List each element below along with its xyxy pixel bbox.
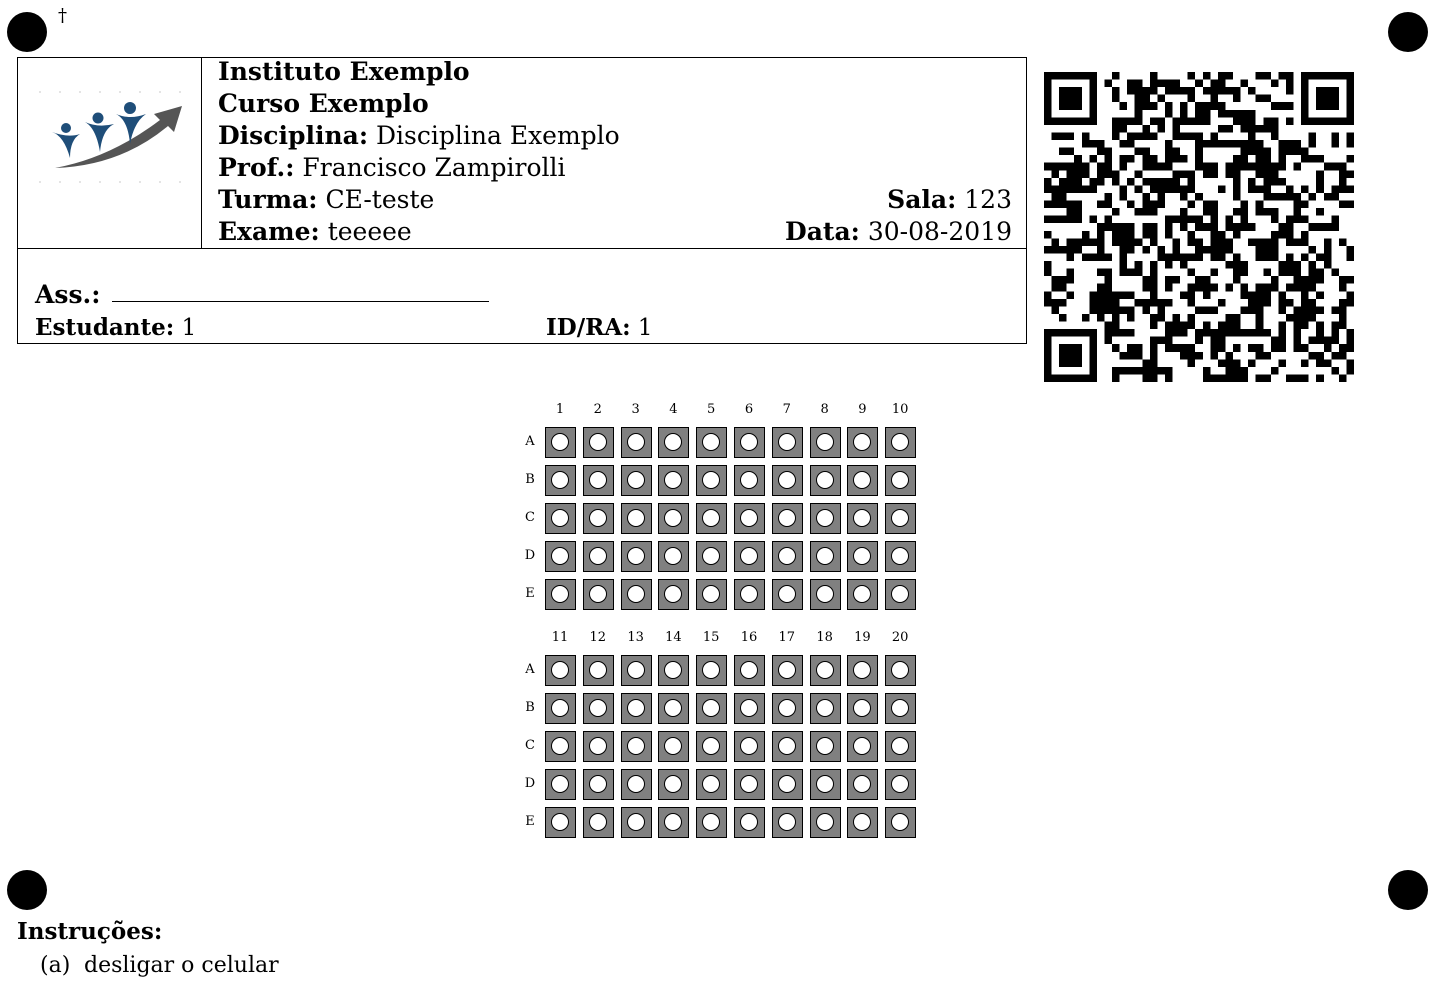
- answer-bubble[interactable]: [847, 693, 878, 724]
- bubble-circle: [891, 699, 909, 717]
- header-divider: [18, 248, 1026, 249]
- answer-bubble[interactable]: [545, 655, 576, 686]
- question-number: 13: [627, 630, 644, 645]
- bubble-circle: [589, 661, 607, 679]
- bubble-circle: [816, 737, 834, 755]
- student-label: Estudante:: [35, 314, 175, 341]
- answer-bubble[interactable]: [847, 427, 878, 458]
- bubble-circle: [664, 775, 682, 793]
- bubble-circle: [627, 737, 645, 755]
- bubble-circle: [816, 775, 834, 793]
- institution-logo: [30, 80, 190, 210]
- answer-bubble[interactable]: [847, 807, 878, 838]
- logo-cell: [18, 58, 202, 248]
- bubble-circle: [589, 509, 607, 527]
- answer-bubble[interactable]: [772, 465, 803, 496]
- option-letter: C: [525, 510, 535, 525]
- instructions-title: Instruções:: [17, 918, 163, 945]
- bubble-circle: [740, 471, 758, 489]
- bubble-circle: [740, 433, 758, 451]
- answer-bubble[interactable]: [810, 579, 841, 610]
- answer-bubble[interactable]: [545, 541, 576, 572]
- answer-bubble[interactable]: [810, 693, 841, 724]
- answer-bubble[interactable]: [772, 541, 803, 572]
- bubble-circle: [816, 813, 834, 831]
- bubble-circle: [853, 775, 871, 793]
- answer-bubble[interactable]: [734, 693, 765, 724]
- bubble-circle: [740, 661, 758, 679]
- bubble-circle: [627, 547, 645, 565]
- institute-name: Instituto Exemplo: [218, 57, 470, 86]
- question-number: 2: [593, 402, 602, 417]
- answer-bubble[interactable]: [734, 541, 765, 572]
- bubble-circle: [702, 661, 720, 679]
- bubble-circle: [891, 471, 909, 489]
- answer-bubble[interactable]: [772, 655, 803, 686]
- answer-bubble[interactable]: [810, 769, 841, 800]
- bubble-circle: [664, 699, 682, 717]
- question-number: 17: [778, 630, 796, 645]
- bubble-circle: [853, 661, 871, 679]
- answer-bubble[interactable]: [696, 655, 727, 686]
- bubble-circle: [778, 813, 796, 831]
- bubble-circle: [551, 433, 569, 451]
- question-number: 4: [669, 402, 678, 417]
- bubble-circle: [664, 471, 682, 489]
- bubble-circle: [627, 699, 645, 717]
- answer-bubble[interactable]: [583, 427, 614, 458]
- question-number: 1: [555, 402, 565, 417]
- date-value: 30-08-2019: [867, 217, 1012, 246]
- answer-bubble[interactable]: [734, 579, 765, 610]
- answer-bubble[interactable]: [583, 655, 614, 686]
- bubble-circle: [891, 737, 909, 755]
- answer-bubble[interactable]: [810, 541, 841, 572]
- answer-bubble[interactable]: [621, 503, 652, 534]
- bubble-circle: [853, 433, 871, 451]
- answer-bubble[interactable]: [621, 807, 652, 838]
- answer-bubble[interactable]: [696, 693, 727, 724]
- bubble-circle: [816, 471, 834, 489]
- bubble-circle: [551, 737, 569, 755]
- answer-bubble[interactable]: [772, 503, 803, 534]
- answer-bubble[interactable]: [658, 769, 689, 800]
- bubble-circle: [551, 813, 569, 831]
- prof-label: Prof.:: [218, 153, 295, 182]
- bubble-circle: [778, 661, 796, 679]
- answer-bubble[interactable]: [545, 503, 576, 534]
- answer-bubble[interactable]: [621, 465, 652, 496]
- bubble-circle: [740, 813, 758, 831]
- answer-bubble[interactable]: [772, 731, 803, 762]
- option-letter: E: [525, 814, 535, 829]
- bubble-circle: [891, 433, 909, 451]
- answer-bubble[interactable]: [885, 655, 916, 686]
- signature-label: Ass.:: [35, 280, 101, 309]
- bubble-circle: [551, 471, 569, 489]
- exam-label: Exame:: [218, 217, 320, 246]
- bubble-circle: [740, 699, 758, 717]
- bubble-circle: [551, 699, 569, 717]
- bubble-circle: [702, 433, 720, 451]
- bubble-circle: [816, 585, 834, 603]
- answer-bubble[interactable]: [885, 427, 916, 458]
- bubble-circle: [627, 509, 645, 527]
- answer-bubble[interactable]: [696, 731, 727, 762]
- answer-bubble[interactable]: [583, 579, 614, 610]
- answer-bubble[interactable]: [545, 693, 576, 724]
- bubble-circle: [551, 661, 569, 679]
- answer-bubble[interactable]: [885, 579, 916, 610]
- answer-bubble[interactable]: [583, 693, 614, 724]
- bubble-circle: [702, 737, 720, 755]
- bubble-circle: [816, 433, 834, 451]
- answer-bubble[interactable]: [847, 579, 878, 610]
- answer-bubble[interactable]: [734, 427, 765, 458]
- bubble-circle: [589, 547, 607, 565]
- answer-bubble[interactable]: [734, 503, 765, 534]
- answer-bubble[interactable]: [545, 579, 576, 610]
- bubble-circle: [816, 661, 834, 679]
- bubble-circle: [778, 547, 796, 565]
- answer-bubble[interactable]: [621, 579, 652, 610]
- answer-bubble[interactable]: [658, 693, 689, 724]
- answer-bubble[interactable]: [734, 807, 765, 838]
- bubble-circle: [740, 737, 758, 755]
- bubble-circle: [627, 433, 645, 451]
- answer-bubble[interactable]: [772, 427, 803, 458]
- bubble-circle: [778, 737, 796, 755]
- bubble-circle: [891, 585, 909, 603]
- bubble-circle: [853, 699, 871, 717]
- bubble-circle: [778, 433, 796, 451]
- registration-mark-bottom-left: [7, 870, 47, 910]
- id-value: 1: [637, 315, 653, 341]
- instruction-text: desligar o celular: [84, 953, 279, 978]
- option-letter: C: [525, 738, 535, 753]
- bubble-circle: [702, 509, 720, 527]
- option-letter: A: [525, 662, 535, 677]
- answer-bubble[interactable]: [696, 541, 727, 572]
- answer-bubble[interactable]: [545, 427, 576, 458]
- answer-bubble[interactable]: [658, 427, 689, 458]
- answer-bubble[interactable]: [885, 541, 916, 572]
- answer-bubble[interactable]: [810, 731, 841, 762]
- room-value: 123: [964, 185, 1012, 214]
- bubble-circle: [891, 547, 909, 565]
- answer-bubble[interactable]: [583, 465, 614, 496]
- answer-bubble[interactable]: [658, 655, 689, 686]
- bubble-circle: [664, 737, 682, 755]
- answer-bubble[interactable]: [621, 731, 652, 762]
- discipline-label: Disciplina:: [218, 121, 369, 150]
- question-number: 3: [631, 402, 640, 417]
- answer-bubble[interactable]: [696, 427, 727, 458]
- question-number: 14: [665, 630, 682, 645]
- question-number: 16: [740, 630, 758, 645]
- answer-bubble[interactable]: [621, 769, 652, 800]
- bubble-circle: [891, 775, 909, 793]
- answer-bubble[interactable]: [583, 541, 614, 572]
- answer-bubble[interactable]: [734, 769, 765, 800]
- bubble-circle: [589, 699, 607, 717]
- bubble-circle: [627, 585, 645, 603]
- question-number: 11: [551, 630, 569, 645]
- question-number: 19: [854, 630, 871, 645]
- answer-bubble[interactable]: [810, 503, 841, 534]
- bubble-circle: [627, 813, 645, 831]
- exam-header: [17, 57, 1027, 344]
- answer-bubble[interactable]: [885, 769, 916, 800]
- prof-value: Francisco Zampirolli: [302, 153, 566, 182]
- answer-bubble[interactable]: [847, 465, 878, 496]
- registration-mark-top-left: [7, 12, 47, 52]
- bubble-circle: [740, 775, 758, 793]
- answer-bubble[interactable]: [847, 655, 878, 686]
- bubble-circle: [702, 813, 720, 831]
- bubble-circle: [627, 775, 645, 793]
- answer-bubble[interactable]: [583, 731, 614, 762]
- room-label: Sala:: [887, 185, 957, 214]
- answer-bubble[interactable]: [658, 465, 689, 496]
- bubble-circle: [816, 699, 834, 717]
- bubble-circle: [702, 547, 720, 565]
- bubble-circle: [664, 585, 682, 603]
- option-letter: B: [525, 700, 535, 715]
- bubble-circle: [589, 775, 607, 793]
- answer-bubble[interactable]: [885, 465, 916, 496]
- bubble-circle: [627, 661, 645, 679]
- answer-bubble[interactable]: [885, 731, 916, 762]
- answer-bubble[interactable]: [810, 427, 841, 458]
- bubble-circle: [627, 471, 645, 489]
- option-letter: A: [525, 434, 535, 449]
- answer-bubble[interactable]: [658, 541, 689, 572]
- question-number: 10: [891, 402, 909, 417]
- answer-bubble[interactable]: [734, 655, 765, 686]
- bubble-circle: [778, 775, 796, 793]
- answer-bubble[interactable]: [583, 769, 614, 800]
- bubble-circle: [664, 547, 682, 565]
- discipline-value: Disciplina Exemplo: [376, 121, 620, 150]
- bubble-circle: [891, 813, 909, 831]
- question-number: 18: [816, 630, 833, 645]
- bubble-circle: [589, 813, 607, 831]
- bubble-circle: [778, 509, 796, 527]
- answer-bubble[interactable]: [545, 807, 576, 838]
- question-number: 20: [891, 630, 909, 645]
- bubble-circle: [778, 699, 796, 717]
- option-letter: B: [525, 472, 535, 487]
- option-letter: D: [524, 548, 536, 563]
- answer-bubble[interactable]: [810, 807, 841, 838]
- bubble-circle: [589, 433, 607, 451]
- registration-mark-bottom-right: [1388, 870, 1428, 910]
- answer-bubble[interactable]: [658, 807, 689, 838]
- bubble-circle: [740, 509, 758, 527]
- date-label: Data:: [785, 217, 860, 246]
- bubble-circle: [740, 547, 758, 565]
- bubble-circle: [778, 471, 796, 489]
- option-letter: E: [525, 586, 535, 601]
- qr-code: [1044, 72, 1354, 382]
- bubble-circle: [589, 737, 607, 755]
- bubble-circle: [702, 699, 720, 717]
- answer-bubble[interactable]: [658, 503, 689, 534]
- answer-bubble[interactable]: [696, 807, 727, 838]
- answer-bubble[interactable]: [545, 731, 576, 762]
- answer-bubble[interactable]: [885, 503, 916, 534]
- instruction-number: (a): [40, 953, 71, 978]
- bubble-circle: [589, 471, 607, 489]
- answer-bubble[interactable]: [621, 427, 652, 458]
- answer-bubble[interactable]: [545, 465, 576, 496]
- question-number: 5: [707, 402, 716, 417]
- answer-bubble[interactable]: [847, 769, 878, 800]
- answer-bubble[interactable]: [583, 807, 614, 838]
- bubble-circle: [853, 585, 871, 603]
- bubble-circle: [778, 585, 796, 603]
- answer-bubble[interactable]: [772, 579, 803, 610]
- bubble-circle: [664, 509, 682, 527]
- question-number: 7: [782, 402, 791, 417]
- bubble-circle: [891, 661, 909, 679]
- question-number: 8: [820, 402, 829, 417]
- bubble-circle: [816, 547, 834, 565]
- question-number: 9: [858, 402, 867, 417]
- answer-bubble[interactable]: [772, 693, 803, 724]
- answer-bubble[interactable]: [810, 465, 841, 496]
- answer-bubble[interactable]: [621, 693, 652, 724]
- answer-bubble[interactable]: [696, 579, 727, 610]
- question-number: 12: [589, 630, 607, 645]
- bubble-circle: [702, 775, 720, 793]
- question-number: 6: [744, 402, 754, 417]
- bubble-circle: [891, 509, 909, 527]
- answer-bubble[interactable]: [583, 503, 614, 534]
- bubble-circle: [853, 547, 871, 565]
- answer-bubble[interactable]: [696, 465, 727, 496]
- bubble-circle: [702, 585, 720, 603]
- answer-bubble[interactable]: [696, 769, 727, 800]
- bubble-circle: [853, 509, 871, 527]
- answer-bubble[interactable]: [658, 731, 689, 762]
- answer-bubble[interactable]: [885, 693, 916, 724]
- exam-value: teeeee: [327, 217, 412, 246]
- answer-bubble[interactable]: [621, 541, 652, 572]
- answer-bubble[interactable]: [847, 541, 878, 572]
- answer-bubble[interactable]: [772, 769, 803, 800]
- class-value: CE-teste: [325, 185, 435, 214]
- signature-row: [35, 280, 100, 309]
- bubble-circle: [664, 433, 682, 451]
- bubble-circle: [664, 813, 682, 831]
- bubble-circle: [664, 661, 682, 679]
- bubble-circle: [702, 471, 720, 489]
- answer-bubble[interactable]: [696, 503, 727, 534]
- answer-bubble[interactable]: [810, 655, 841, 686]
- answer-bubble[interactable]: [885, 807, 916, 838]
- class-label: Turma:: [218, 185, 318, 214]
- bubble-circle: [551, 775, 569, 793]
- bubble-circle: [816, 509, 834, 527]
- instruction-item: [40, 953, 279, 978]
- option-letter: D: [524, 776, 536, 791]
- student-value: 1: [181, 315, 197, 341]
- signature-line[interactable]: [112, 301, 489, 302]
- answer-bubble[interactable]: [734, 465, 765, 496]
- question-number: 15: [702, 630, 720, 645]
- answer-bubble[interactable]: [847, 503, 878, 534]
- course-name: Curso Exemplo: [218, 89, 429, 118]
- bubble-circle: [551, 585, 569, 603]
- id-label: ID/RA:: [546, 314, 631, 341]
- bubble-circle: [853, 737, 871, 755]
- bubble-circle: [853, 471, 871, 489]
- answer-bubble[interactable]: [545, 769, 576, 800]
- dagger-marker: †: [58, 5, 67, 26]
- answer-bubble[interactable]: [621, 655, 652, 686]
- bubble-circle: [551, 547, 569, 565]
- answer-bubble[interactable]: [847, 731, 878, 762]
- bubble-circle: [853, 813, 871, 831]
- answer-bubble[interactable]: [772, 807, 803, 838]
- registration-mark-top-right: [1388, 12, 1428, 52]
- bubble-circle: [740, 585, 758, 603]
- answer-bubble[interactable]: [658, 579, 689, 610]
- bubble-circle: [551, 509, 569, 527]
- answer-bubble[interactable]: [734, 731, 765, 762]
- bubble-circle: [589, 585, 607, 603]
